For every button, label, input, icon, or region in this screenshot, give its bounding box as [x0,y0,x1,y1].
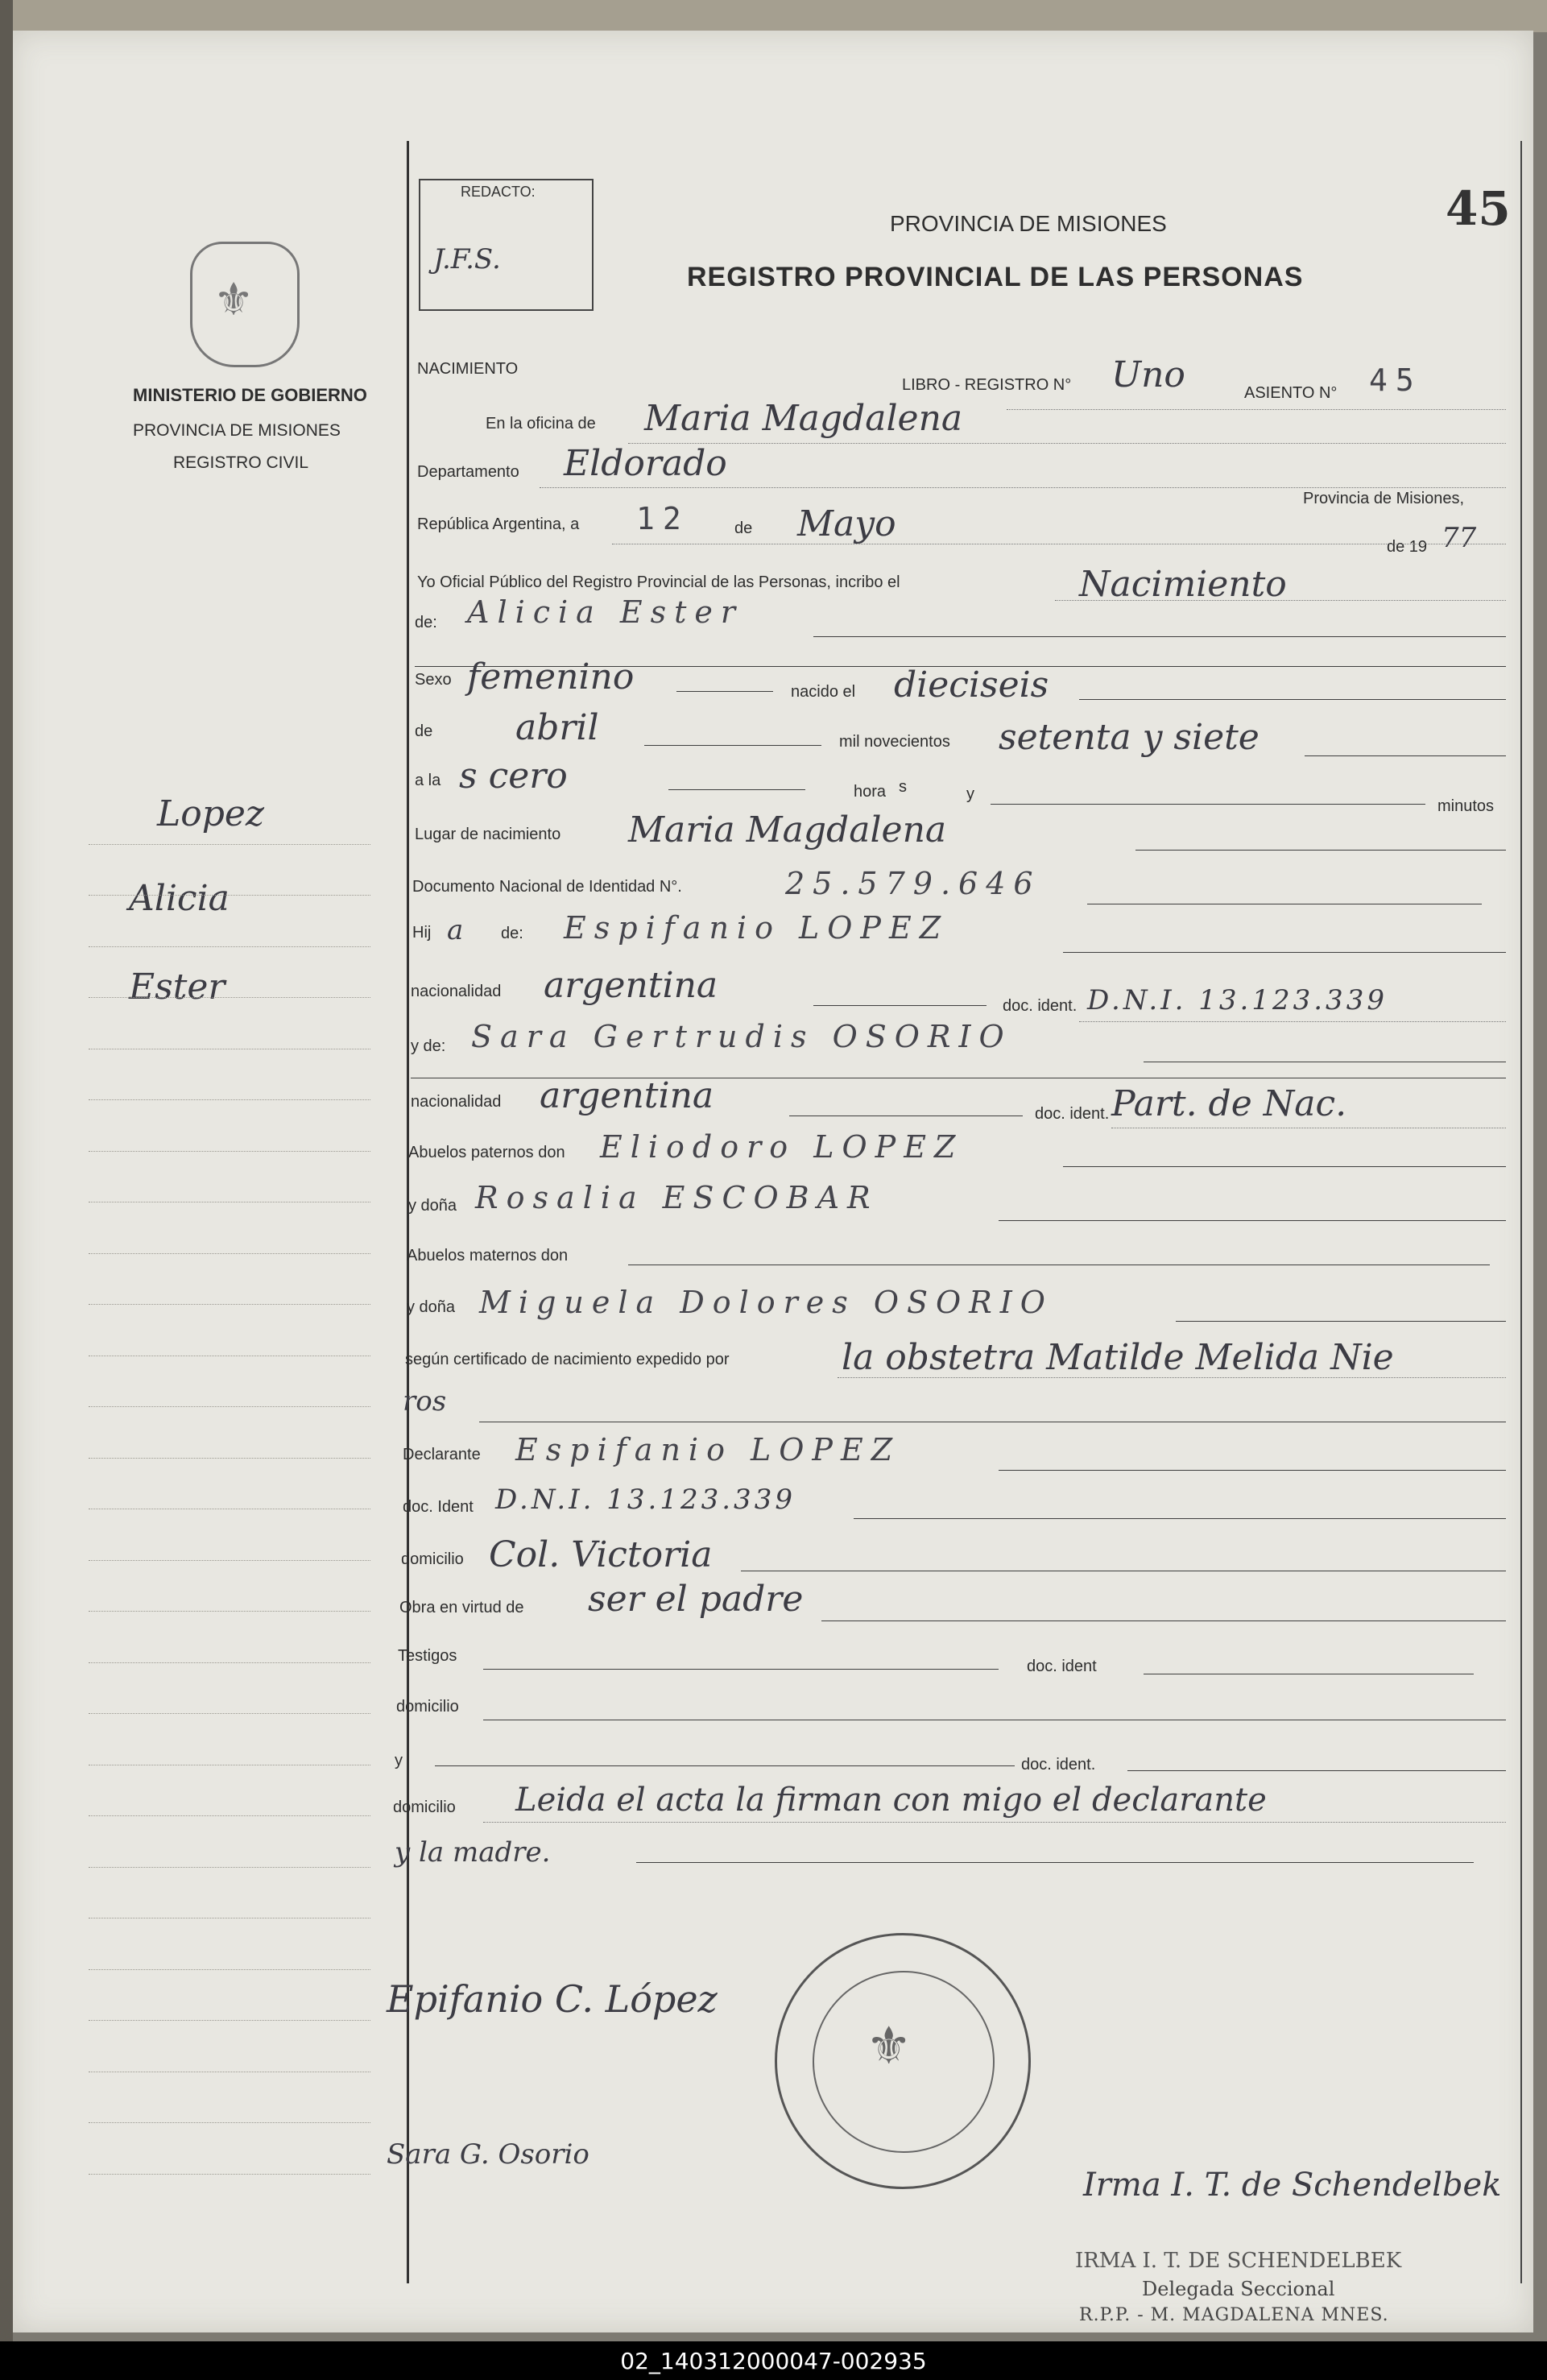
year-value: 77 [1442,522,1477,554]
sexo-value: femenino [467,656,635,697]
margin-middle-name: Ester [129,966,225,1008]
leida-value-2: y la madre. [395,1836,551,1869]
redacto-box [419,179,594,311]
padre-nac-value: argentina [544,965,718,1006]
inscribe-line [1055,600,1506,601]
republica-label: República Argentina, a [417,515,580,533]
de2-label: de [415,722,433,740]
padre-nac-label: nacionalidad [411,983,502,1000]
padre-nac-line [813,1005,987,1006]
redacto-label: REDACTO: [461,184,536,200]
departamento-label: Departamento [417,463,519,481]
madre-nac-line [789,1115,1023,1116]
y-label: y [966,785,974,803]
abuelo-pat-line [1063,1166,1506,1167]
mes-line [644,745,821,746]
madre-doc-label: doc. ident. [1035,1105,1110,1123]
official-stamp-office: R.P.P. - M. MAGDALENA MNES. [1079,2305,1389,2325]
obra-label: Obra en virtud de [399,1599,524,1616]
day-value: 12 [636,501,689,536]
y-de-label: y de: [411,1037,446,1055]
hijo-suffix: a [447,914,464,946]
leida-line [483,1822,1506,1823]
hijo-de-label: de: [501,925,523,942]
domicilio-label: domicilio [401,1550,464,1568]
section-label: NACIMIENTO [417,360,519,378]
madre-value: Sara Gertrudis OSORIO [471,1019,1012,1054]
madre-nac-label: nacionalidad [411,1093,502,1111]
inscribe-value: Nacimiento [1079,564,1287,605]
padre-doc-label: doc. ident. [1003,997,1078,1015]
hora-label: hora [854,783,887,801]
page-top-edge [0,0,1547,32]
month-value: Mayo [797,503,896,544]
sexo-line [676,691,773,692]
abuela-pat-line [999,1220,1506,1221]
nacido-line [1079,699,1506,700]
sexo-label: Sexo [415,671,452,689]
official-signature: Irma I. T. de Schendelbek [1083,2167,1502,2204]
dni-value: 25.579.646 [785,866,1041,901]
de-nombre-label: de: [415,614,437,631]
official-stamp-name: IRMA I. T. DE SCHENDELBEK [1075,2249,1402,2273]
margin-surname: Lopez [157,793,265,834]
de-label: de [734,519,753,537]
segun-label: según certificado de nacimiento expedido por [405,1351,730,1368]
official-stamp-title: Delegada Seccional [1142,2278,1335,2300]
oficial-text: Yo Oficial Público del Registro Provincial de las Personas, incribo el [417,573,900,591]
registry-label: REGISTRO CIVIL [173,453,309,472]
oficina-value: Maria Magdalena [644,398,963,439]
testigos-label: Testigos [398,1647,457,1665]
oficina-line [628,443,1506,444]
redacto-value: J.F.S. [433,243,501,275]
header-province: PROVINCIA DE MISIONES [890,211,1167,236]
padre-doc-line [1079,1021,1506,1022]
dni-label: Documento Nacional de Identidad N°. [412,878,682,896]
abuela-mat-line [1176,1321,1506,1322]
anio-nac-value: setenta y siete [999,717,1260,758]
abuelos-pat-label: Abuelos paternos don [408,1144,565,1161]
nombre-value: Alicia Ester [467,594,744,630]
leida-value: Leida el acta la firman con migo el declarante [515,1782,1267,1819]
nacido-value: diecisеis [894,664,1049,706]
asiento-label: ASIENTO N° [1244,384,1338,402]
lugar-line [1135,850,1506,851]
madre-doc-value: Part. de Nac. [1111,1083,1347,1124]
mes-nac-value: abril [515,707,599,748]
year-label: de 19 [1387,538,1428,556]
page-number: 45 [1446,181,1511,236]
declarante-label: Declarante [403,1446,481,1463]
padre-doc-value: D.N.I. 13.123.339 [1087,984,1388,1016]
nacido-label: nacido el [791,683,856,701]
anio-line [1305,755,1506,756]
ministry-label: MINISTERIO DE GOBIERNO [133,385,367,405]
declarante-line [999,1470,1506,1471]
mil-label: mil novecientos [839,733,950,751]
nombre-line [813,636,1506,637]
header-title: REGISTRO PROVINCIAL DE LAS PERSONAS [687,262,1304,292]
testigos-line [483,1669,999,1670]
declarante-doc-value: D.N.I. 13.123.339 [495,1484,796,1516]
padre-value: Espifanio LOPEZ [564,910,949,946]
lugar-value: Maria Magdalena [628,809,947,851]
footer-id: 02_140312000047-002935 [620,2348,927,2374]
a-las-label: a la [415,772,441,789]
registry-seal [775,1933,1031,2189]
abuelo-pat-value: Eliodoro LOPEZ [600,1129,964,1165]
y2-doc-line [1127,1770,1506,1771]
hora-suffix: s [899,778,907,796]
domicilio3-label: domicilio [393,1798,456,1816]
y2-doc-label: doc. ident. [1021,1756,1096,1774]
hora-value: s cero [459,755,568,797]
certificado-line [838,1377,1506,1378]
oficina-label: En la oficina de [486,415,596,433]
mother-signature: Sara G. Osorio [387,2138,589,2171]
asiento-value: 45 [1369,362,1422,398]
footer-bar [0,2341,1547,2380]
province-label: PROVINCIA DE MISIONES [133,421,341,440]
book-binding [0,0,13,2380]
minutos-line [991,804,1425,805]
obra-value: ser el padre [588,1579,804,1620]
father-signature: Epifanio C. López [387,1977,718,2021]
abuelos-mat-label: Abuelos maternos don [407,1247,569,1265]
lugar-label: Lugar de nacimiento [415,826,561,843]
abuela-mat-value: Miguela Dolores OSORIO [479,1285,1053,1320]
libro-label: LIBRO - REGISTRO N° [902,376,1072,394]
departamento-value: Eldorado [564,443,727,484]
domicilio2-label: domicilio [396,1698,459,1716]
seal-crest-icon: ⚜ [866,2017,912,2075]
obra-line [821,1620,1506,1621]
abuela-pat-value: Rosalia ESCOBAR [475,1180,879,1215]
domicilio-value: Col. Victoria [489,1534,713,1575]
testigos-doc-label: doc. ident [1027,1658,1097,1675]
minutos-label: minutos [1437,797,1495,815]
hora-line [668,789,805,790]
declarante-doc-line [854,1518,1506,1519]
madre-nac-value: argentina [540,1075,714,1116]
y2-label: y [395,1752,403,1769]
provincia-label: Provincia de Misiones, [1303,490,1465,507]
declarante-value: Espifanio LOPEZ [515,1432,901,1467]
libro-value: Uno [1111,354,1185,395]
departamento-line [540,487,1506,488]
margin-first-name: Alicia [129,878,230,919]
y-dona2-label: y doña [407,1298,456,1316]
certificado-value: la obstetra Matilde Melida Nie [842,1337,1394,1378]
libro-dotted-line [1007,409,1506,410]
y-dona-label: y doña [408,1197,457,1215]
margin-ruled-lines [89,793,370,2175]
hijo-label: Hij [412,924,432,942]
y2-line [435,1765,1015,1766]
leida-line-2 [636,1862,1474,1863]
provincial-crest-icon: ⚜ [190,242,300,367]
certificado-value-2: ros [403,1385,447,1418]
padre-line [1063,952,1506,953]
declarante-doc-label: doc. Ident [403,1498,474,1516]
